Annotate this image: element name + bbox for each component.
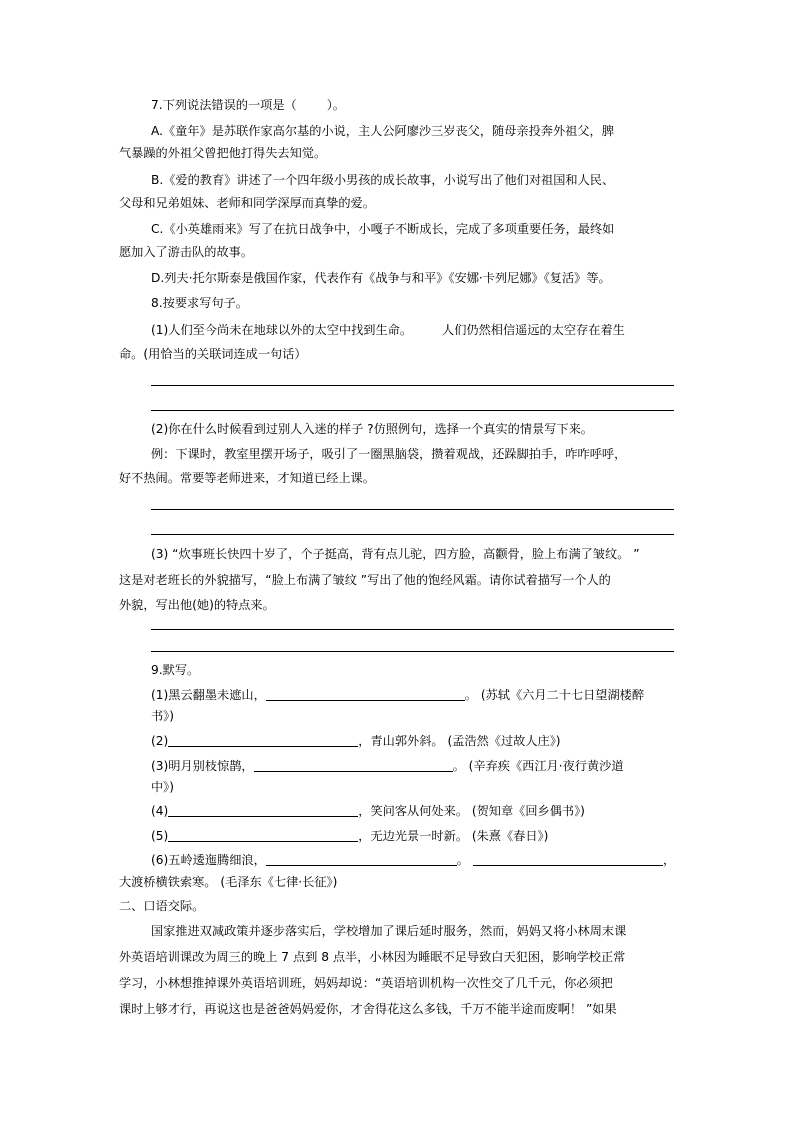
q9-item1-cont: 书》) xyxy=(151,709,175,723)
q7-option-a-line1: A.《童年》是苏联作家高尔基的小说，主人公阿廖沙三岁丧父，随母亲投奔外祖父，脾 xyxy=(151,124,614,138)
q7-option-b-line2: 父母和兄弟姐妹、老师和同学深厚而真挚的爱。 xyxy=(119,196,375,210)
q9-item3 xyxy=(151,759,624,773)
q9-item1-source: 。 (苏轼《六月二十七日望湖楼醉 xyxy=(464,688,645,702)
q9-item6-comma: ， xyxy=(662,853,676,867)
q8-s3-line1: (3) “炊事班长快四十岁了，个子挺高，背有点儿驼，四方脸，高颧骨，脸上布满了皱纹。 ” xyxy=(151,547,640,561)
q9-item3-source: 。 (辛弃疾《西江月·夜行黄沙道 xyxy=(452,759,624,773)
section2-para-line4: 课时上够才行，再说这也是爸爸妈妈爱你，才舍得花这么多钱，千万不能半途而废啊！ ”如果 xyxy=(119,1002,617,1016)
q9-item1-blank[interactable] xyxy=(266,688,465,701)
answer-line[interactable] xyxy=(151,651,674,652)
q9-item1-prompt: (1)黑云翻墨未遮山， xyxy=(151,688,266,702)
q9-item4-number: (4) xyxy=(151,804,169,818)
q9-item6-prompt: (6)五岭逶迤腾细浪， xyxy=(151,853,266,867)
answer-line[interactable] xyxy=(151,410,674,411)
q8-s3-line2: 这是对老班长的外貌描写，“脸上布满了皱纹 ”写出了他的饱经风霜。请你试着描写一个人的 xyxy=(119,573,611,587)
q9-item4-blank[interactable] xyxy=(168,804,358,817)
q8-s2-question: (2)你在什么时候看到过别人入迷的样子 ?仿照例句，选择一个真实的情景写下来。 xyxy=(151,422,593,436)
answer-line[interactable] xyxy=(151,629,674,630)
q8-s1-line1 xyxy=(151,323,625,337)
q8-s1-part-a: (1)人们至今尚未在地球以外的太空中找到生命。 xyxy=(151,323,413,337)
q7-option-a-line2: 气暴躁的外祖父曾把他打得失去知觉。 xyxy=(119,146,327,160)
q9-item1 xyxy=(151,688,644,702)
q9-item5-blank[interactable] xyxy=(168,829,358,842)
section2-para-line2: 外英语培训课改为周三的晚上 7 点到 8 点半，小林因为睡眠不足导致白天犯困，影响学校正常 xyxy=(119,950,626,964)
answer-line[interactable] xyxy=(151,534,674,535)
q9-item6-cont: 大渡桥横铁索寒。 (毛泽东《七律·长征》) xyxy=(119,875,338,889)
answer-line[interactable] xyxy=(151,385,674,386)
q9-item6-blank1[interactable] xyxy=(266,853,457,866)
q7-option-c-line1: C.《小英雄雨来》写了在抗日战争中，小嘎子不断成长，完成了多项重要任务，最终如 xyxy=(151,222,615,236)
q7-option-b-line1: B.《爱的教育》讲述了一个四年级小男孩的成长故事，小说写出了他们对祖国和人民、 xyxy=(151,173,615,187)
q9-item5 xyxy=(151,829,548,843)
q8-title: 8.按要求写句子。 xyxy=(151,296,248,310)
q9-item4 xyxy=(151,804,585,818)
q9-item2-number: (2) xyxy=(151,734,169,748)
q9-item3-blank[interactable] xyxy=(254,759,453,772)
q8-s2-example-line2: 好不热闹。常要等老师进来，才知道已经上课。 xyxy=(119,471,375,485)
q9-item6-period: 。 xyxy=(456,853,469,867)
q7-option-d: D.列夫·托尔斯泰是俄国作家，代表作有《战争与和平》《安娜·卡列尼娜》《复活》等。 xyxy=(151,271,611,285)
q9-item6 xyxy=(151,853,675,867)
section2-title: 二、口语交际。 xyxy=(119,899,205,913)
answer-line[interactable] xyxy=(151,509,674,510)
q9-item2-rest: ，青山郭外斜。 (孟浩然《过故人庄》) xyxy=(358,734,561,748)
q9-item2-blank[interactable] xyxy=(168,734,358,747)
q8-s3-line3: 外貌，写出他(她)的特点来。 xyxy=(119,598,275,612)
q7-stem-end: ）。 xyxy=(326,98,345,112)
q9-item5-number: (5) xyxy=(151,829,169,843)
q8-s1-line2: 命。(用恰当的关联词连成一句话） xyxy=(119,347,307,361)
q7-option-c-line2: 愿加入了游击队的故事。 xyxy=(119,245,254,259)
q9-item3-cont: 中》) xyxy=(151,780,175,794)
q9-item5-rest: ，无边光景一时新。 (朱熹《春日》) xyxy=(358,829,549,843)
section2-para-line1: 国家推进双减政策并逐步落实后，学校增加了课后延时服务，然而，妈妈又将小林周末课 xyxy=(151,924,627,938)
q9-item6-blank2[interactable] xyxy=(473,853,663,866)
q9-item4-rest: ，笑问客从何处来。 (贺知章《回乡偶书》) xyxy=(358,804,585,818)
q9-title: 9.默写。 xyxy=(151,663,200,677)
q7-stem-text: 7.下列说法错误的一项是（ xyxy=(151,98,297,112)
q8-s2-example-line1: 例：下课时，教室里摆开场子，吸引了一圈黑脑袋，攒着观战，还跺脚拍手，咋咋呼呼， xyxy=(151,447,627,461)
q8-s1-part-b: 人们仍然相信遥远的太空存在着生 xyxy=(442,323,625,337)
section2-para-line3: 学习，小林想推掉课外英语培训班，妈妈却说：“英语培训机构一次性交了几千元，你必须把 xyxy=(119,976,613,990)
q9-item2 xyxy=(151,734,561,748)
q7-stem xyxy=(151,98,345,112)
q9-item3-prompt: (3)明月别枝惊鹊， xyxy=(151,759,254,773)
